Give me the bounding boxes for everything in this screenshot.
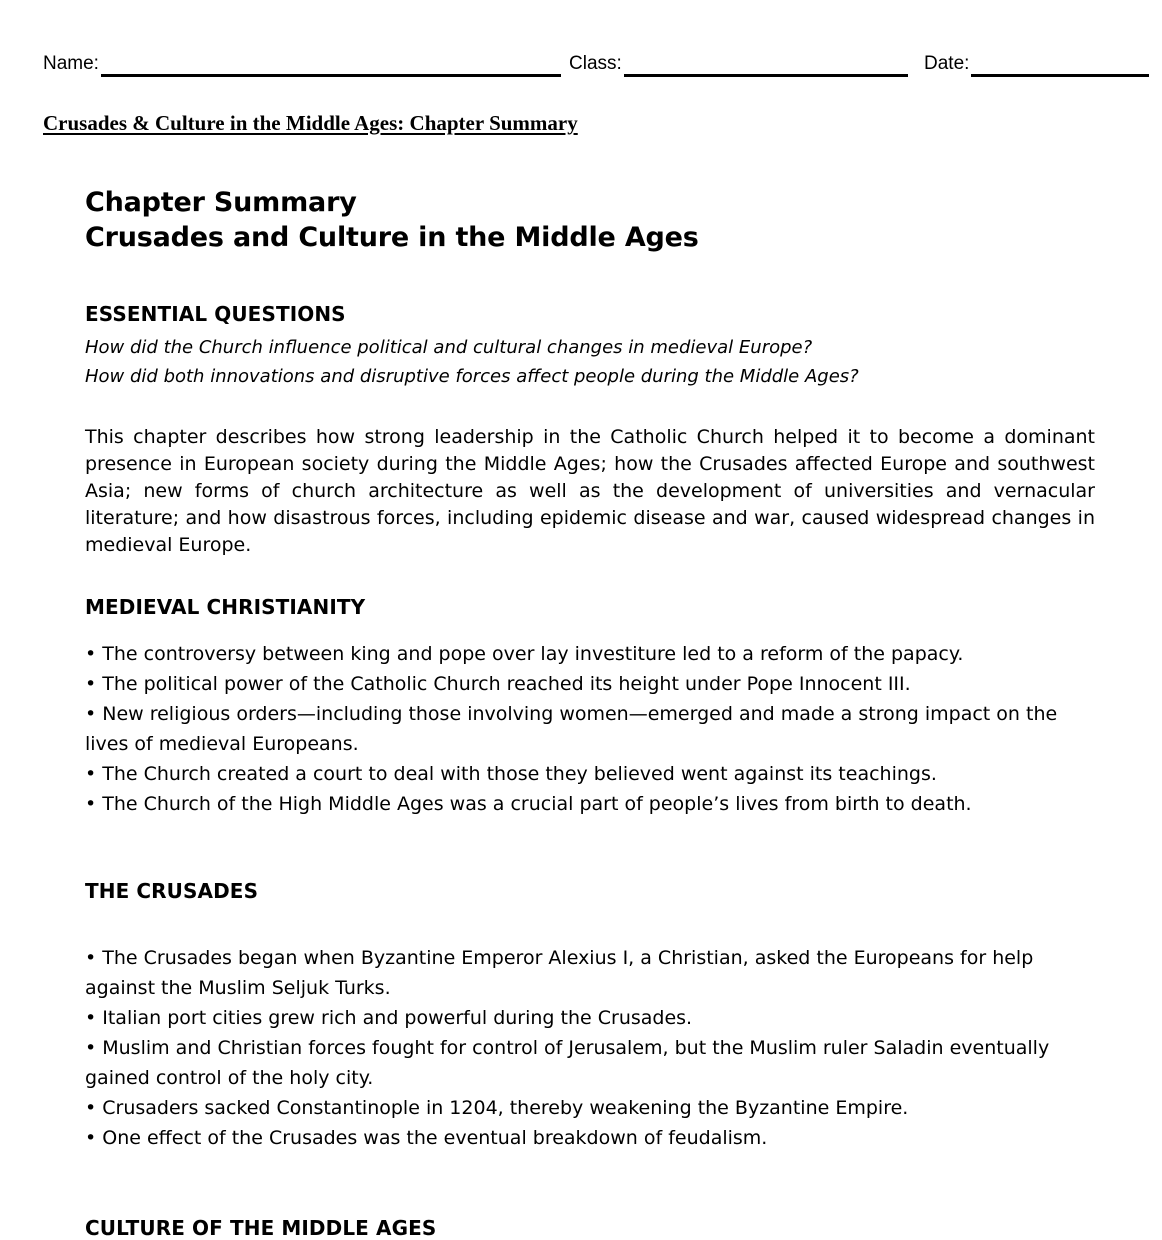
section-heading-essential-questions: ESSENTIAL QUESTIONS: [85, 302, 346, 326]
date-write-in-line[interactable]: [971, 74, 1149, 77]
essential-questions-list: [85, 333, 1095, 391]
section-heading-medieval-christianity: MEDIEVAL CHRISTIANITY: [85, 595, 366, 619]
section-culture-of-the-middle-ages: [85, 1216, 1095, 1240]
list-item: • The Church created a court to deal with those they believed went against its teachings.: [85, 763, 937, 785]
class-write-in-line[interactable]: [624, 74, 908, 77]
class-label: Class:: [569, 53, 622, 74]
section-medieval-christianity: [85, 595, 1095, 819]
section-heading-the-crusades: THE CRUSADES: [85, 879, 259, 903]
list-item: • The political power of the Catholic Church reached its height under Pope Innocent III.: [85, 673, 911, 695]
list-item: • The Crusades began when Byzantine Emperor Alexius I, a Christian, asked the Europeans for help against the Muslim Seljuk Turks.: [85, 947, 1034, 999]
section-heading-culture-of-the-middle-ages: CULTURE OF THE MIDDLE AGES: [85, 1216, 437, 1240]
page-title: [85, 185, 1095, 255]
name-field-group: [43, 54, 561, 73]
class-field-group: [569, 54, 908, 73]
section-the-crusades: [85, 879, 1095, 1153]
document-body: [85, 185, 1095, 1240]
essential-question: How did both innovations and disruptive forces affect people during the Middle Ages?: [85, 366, 859, 387]
the-crusades-bullets: [85, 943, 1095, 1153]
medieval-christianity-bullets: [85, 639, 1095, 819]
page-title-line-1: Chapter Summary: [85, 187, 357, 218]
list-item: • Italian port cities grew rich and powerful during the Crusades.: [85, 1007, 693, 1029]
list-item: • The controversy between king and pope over lay investiture led to a reform of the papacy.: [85, 643, 964, 665]
page-title-line-2: Crusades and Culture in the Middle Ages: [85, 222, 699, 253]
list-item: • The Church of the High Middle Ages was a crucial part of people’s lives from birth to death.: [85, 793, 972, 815]
list-item: • Muslim and Christian forces fought for control of Jerusalem, but the Muslim ruler Saladin eventually gained control of the holy city.: [85, 1037, 1050, 1089]
name-label: Name:: [43, 53, 99, 74]
name-write-in-line[interactable]: [101, 74, 561, 77]
essential-question: How did the Church influence political and cultural changes in medieval Europe?: [85, 337, 813, 358]
list-item: • Crusaders sacked Constantinople in 1204, thereby weakening the Byzantine Empire.: [85, 1097, 909, 1119]
list-item: • One effect of the Crusades was the eventual breakdown of feudalism.: [85, 1127, 768, 1149]
date-label: Date:: [924, 53, 970, 74]
student-info-row: [0, 54, 1162, 84]
list-item: • New religious orders—including those involving women—emerged and made a strong impact on the lives of medieval Europeans.: [85, 703, 1058, 755]
running-title: Crusades & Culture in the Middle Ages: Chapter Summary: [43, 111, 578, 135]
chapter-intro-paragraph: This chapter describes how strong leadership in the Catholic Church helped it to become a dominant presence in European society during the Middle Ages; how the Crusades affected Europe and southwest Asia; new forms of church architecture as well as the development of universities and vernacular literature; and how disastrous forces, including epidemic disease and war, caused widespread changes in medieval Europe.: [85, 426, 1095, 556]
section-essential-questions: [85, 302, 1095, 559]
date-field-group: [924, 54, 1149, 73]
